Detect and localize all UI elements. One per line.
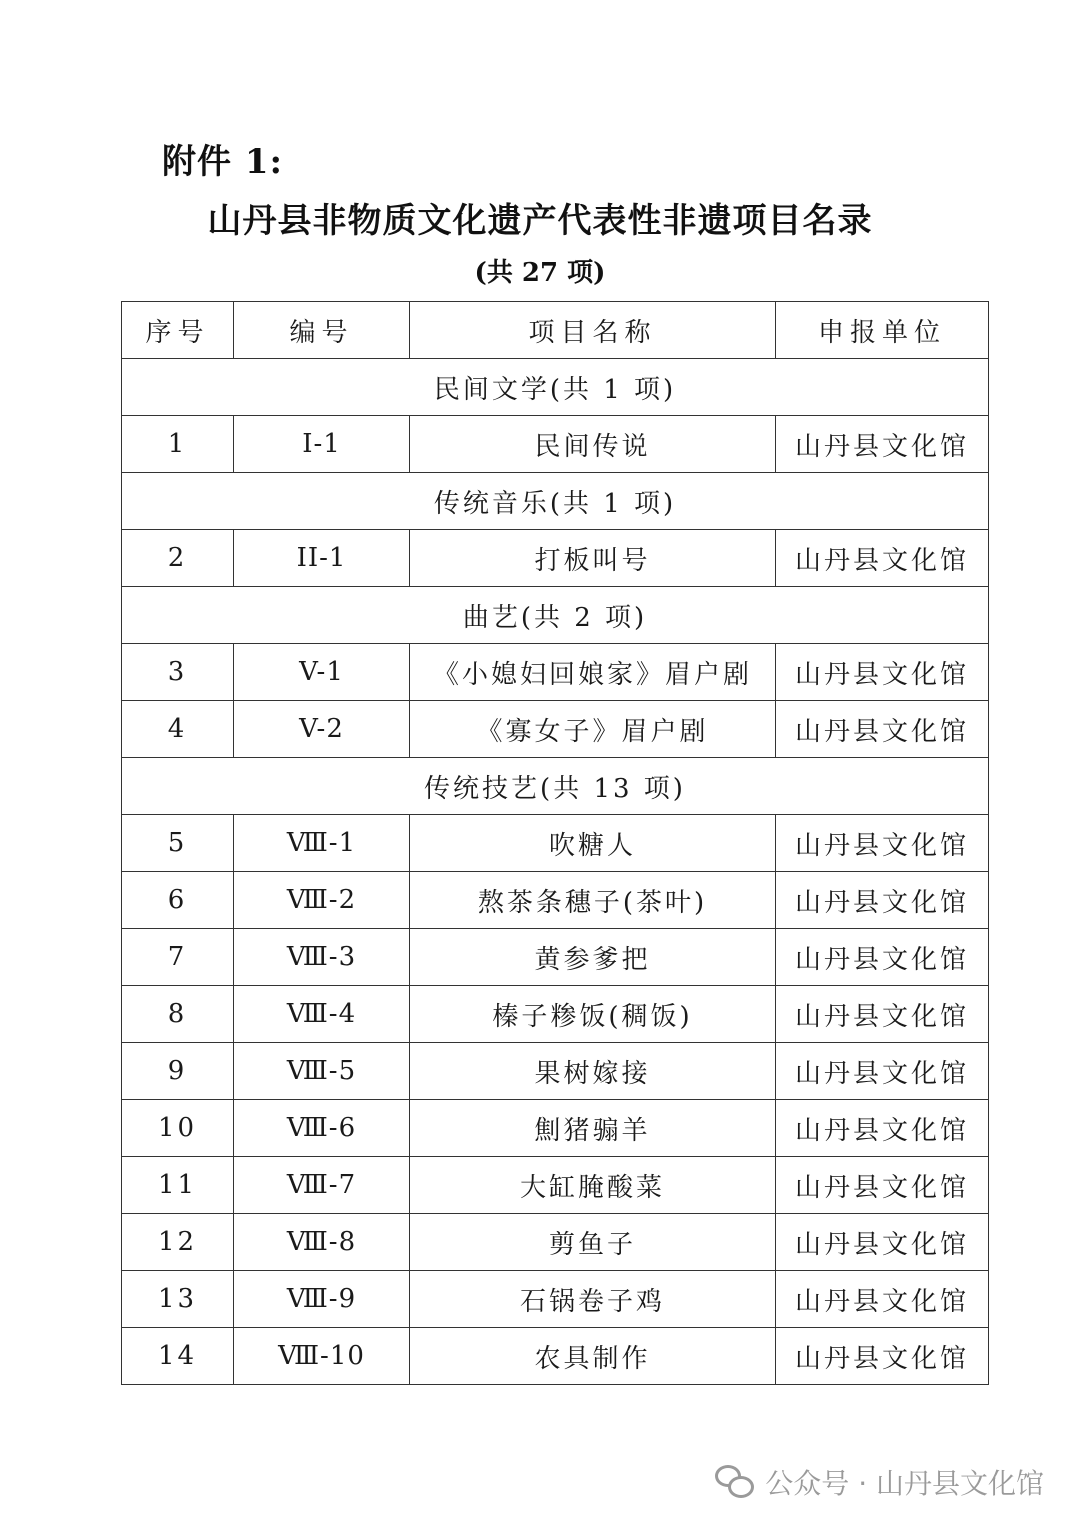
serial-cell: 12 (122, 1214, 234, 1271)
project-name-cell: 民间传说 (410, 416, 776, 473)
serial-cell: 10 (122, 1100, 234, 1157)
project-name-cell: 黄参爹把 (410, 929, 776, 986)
column-header-unit: 申报单位 (776, 302, 989, 359)
serial-cell: 5 (122, 815, 234, 872)
unit-cell: 山丹县文化馆 (776, 1271, 989, 1328)
unit-cell: 山丹县文化馆 (776, 1214, 989, 1271)
unit-cell: 山丹县文化馆 (776, 872, 989, 929)
wechat-icon (715, 1465, 755, 1499)
project-name-cell: 农具制作 (410, 1328, 776, 1385)
section-heading: 传统音乐(共 1 项) (122, 473, 989, 530)
code-cell: I-1 (234, 416, 410, 473)
serial-cell: 3 (122, 644, 234, 701)
code-cell: Ⅷ-7 (234, 1157, 410, 1214)
project-name-cell: 劁猪骟羊 (410, 1100, 776, 1157)
table-row (122, 815, 989, 872)
table-row (122, 1100, 989, 1157)
column-header-project-name: 项目名称 (410, 302, 776, 359)
wechat-account-watermark (715, 1462, 1044, 1502)
code-cell: II-1 (234, 530, 410, 587)
unit-cell: 山丹县文化馆 (776, 929, 989, 986)
project-name-cell: 打板叫号 (410, 530, 776, 587)
project-name-cell: 吹糖人 (410, 815, 776, 872)
serial-cell: 6 (122, 872, 234, 929)
code-cell: Ⅷ-1 (234, 815, 410, 872)
code-cell: V-2 (234, 701, 410, 758)
item-count: (共 27 项) (474, 258, 606, 288)
code-cell: Ⅷ-9 (234, 1271, 410, 1328)
project-name-cell: 榛子糁饭(稠饭) (410, 986, 776, 1043)
table-row (122, 644, 989, 701)
table-row (122, 1328, 989, 1385)
code-cell: Ⅷ-6 (234, 1100, 410, 1157)
code-cell: V-1 (234, 644, 410, 701)
code-cell: Ⅷ-4 (234, 986, 410, 1043)
unit-cell: 山丹县文化馆 (776, 530, 989, 587)
table-header-row (122, 302, 989, 359)
table-row (122, 1214, 989, 1271)
serial-cell: 14 (122, 1328, 234, 1385)
unit-cell: 山丹县文化馆 (776, 1157, 989, 1214)
serial-cell: 8 (122, 986, 234, 1043)
unit-cell: 山丹县文化馆 (776, 1100, 989, 1157)
table-row (122, 530, 989, 587)
project-name-cell: 石锅卷子鸡 (410, 1271, 776, 1328)
project-name-cell: 果树嫁接 (410, 1043, 776, 1100)
serial-cell: 13 (122, 1271, 234, 1328)
section-heading: 传统技艺(共 13 项) (122, 758, 989, 815)
table-row (122, 929, 989, 986)
code-cell: Ⅷ-5 (234, 1043, 410, 1100)
table-row (122, 872, 989, 929)
code-cell: Ⅷ-2 (234, 872, 410, 929)
table-row (122, 1157, 989, 1214)
code-cell: Ⅷ-10 (234, 1328, 410, 1385)
watermark-text: 公众号 · 山丹县文化馆 (765, 1467, 1044, 1500)
section-row (122, 359, 989, 416)
project-name-cell: 大缸腌酸菜 (410, 1157, 776, 1214)
serial-cell: 7 (122, 929, 234, 986)
table-row (122, 416, 989, 473)
table-row (122, 1271, 989, 1328)
table-row (122, 986, 989, 1043)
document-title: 山丹县非物质文化遗产代表性非遗项目名录 (207, 201, 873, 241)
code-cell: Ⅷ-8 (234, 1214, 410, 1271)
serial-cell: 4 (122, 701, 234, 758)
project-name-cell: 熬茶条穗子(茶叶) (410, 872, 776, 929)
serial-cell: 1 (122, 416, 234, 473)
attachment-label: 附件 1: (162, 142, 284, 182)
heritage-list-table (121, 301, 989, 1385)
project-name-cell: 《小媳妇回娘家》眉户剧 (410, 644, 776, 701)
section-row (122, 473, 989, 530)
unit-cell: 山丹县文化馆 (776, 416, 989, 473)
unit-cell: 山丹县文化馆 (776, 986, 989, 1043)
serial-cell: 2 (122, 530, 234, 587)
unit-cell: 山丹县文化馆 (776, 1043, 989, 1100)
project-name-cell: 《寡女子》眉户剧 (410, 701, 776, 758)
column-header-serial: 序号 (122, 302, 234, 359)
section-row (122, 587, 989, 644)
unit-cell: 山丹县文化馆 (776, 644, 989, 701)
section-heading: 民间文学(共 1 项) (122, 359, 989, 416)
serial-cell: 9 (122, 1043, 234, 1100)
section-row (122, 758, 989, 815)
code-cell: Ⅷ-3 (234, 929, 410, 986)
table-row (122, 701, 989, 758)
unit-cell: 山丹县文化馆 (776, 1328, 989, 1385)
unit-cell: 山丹县文化馆 (776, 815, 989, 872)
project-name-cell: 剪鱼子 (410, 1214, 776, 1271)
column-header-code: 编号 (234, 302, 410, 359)
unit-cell: 山丹县文化馆 (776, 701, 989, 758)
section-heading: 曲艺(共 2 项) (122, 587, 989, 644)
serial-cell: 11 (122, 1157, 234, 1214)
table-row (122, 1043, 989, 1100)
